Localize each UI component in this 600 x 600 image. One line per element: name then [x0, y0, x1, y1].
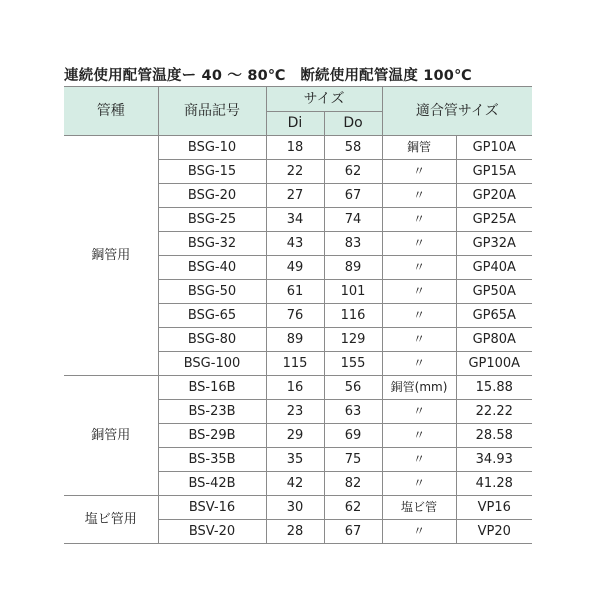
pipe-size-cell: GP50A — [456, 280, 532, 304]
header-di: Di — [266, 112, 324, 136]
pipe-size-cell: VP20 — [456, 520, 532, 544]
code-cell: BSG-80 — [158, 328, 266, 352]
pipe-size-cell: GP40A — [456, 256, 532, 280]
pipe-size-cell: GP25A — [456, 208, 532, 232]
di-cell: 18 — [266, 136, 324, 160]
table-row — [64, 136, 532, 160]
header-kind: 管種 — [64, 87, 158, 136]
material-cell: 〃 — [382, 256, 456, 280]
di-cell: 61 — [266, 280, 324, 304]
code-cell: BS-23B — [158, 400, 266, 424]
code-cell: BSG-20 — [158, 184, 266, 208]
code-cell: BSG-65 — [158, 304, 266, 328]
do-cell: 67 — [324, 520, 382, 544]
spec-table — [64, 86, 532, 544]
code-cell: BS-42B — [158, 472, 266, 496]
pipe-size-cell: VP16 — [456, 496, 532, 520]
pipe-size-cell: 22.22 — [456, 400, 532, 424]
di-cell: 89 — [266, 328, 324, 352]
di-cell: 115 — [266, 352, 324, 376]
table-row — [64, 496, 532, 520]
table-row — [64, 376, 532, 400]
do-cell: 129 — [324, 328, 382, 352]
code-cell: BSG-32 — [158, 232, 266, 256]
code-cell: BSV-20 — [158, 520, 266, 544]
do-cell: 69 — [324, 424, 382, 448]
material-cell: 〃 — [382, 400, 456, 424]
pipe-size-cell: 34.93 — [456, 448, 532, 472]
do-cell: 75 — [324, 448, 382, 472]
do-cell: 62 — [324, 496, 382, 520]
code-cell: BS-16B — [158, 376, 266, 400]
code-cell: BSG-100 — [158, 352, 266, 376]
di-cell: 43 — [266, 232, 324, 256]
material-cell: 塩ビ管 — [382, 496, 456, 520]
material-cell: 〃 — [382, 160, 456, 184]
do-cell: 67 — [324, 184, 382, 208]
material-cell: 〃 — [382, 232, 456, 256]
pipe-size-cell: GP65A — [456, 304, 532, 328]
code-cell: BSG-40 — [158, 256, 266, 280]
di-cell: 49 — [266, 256, 324, 280]
code-cell: BS-29B — [158, 424, 266, 448]
di-cell: 42 — [266, 472, 324, 496]
material-cell: 〃 — [382, 448, 456, 472]
do-cell: 83 — [324, 232, 382, 256]
code-cell: BSG-15 — [158, 160, 266, 184]
code-cell: BSG-50 — [158, 280, 266, 304]
group-label: 塩ビ管用 — [64, 496, 158, 544]
di-cell: 23 — [266, 400, 324, 424]
di-cell: 28 — [266, 520, 324, 544]
material-cell: 〃 — [382, 304, 456, 328]
pipe-size-cell: GP32A — [456, 232, 532, 256]
do-cell: 101 — [324, 280, 382, 304]
do-cell: 89 — [324, 256, 382, 280]
pipe-size-cell: 41.28 — [456, 472, 532, 496]
header-size: サイズ — [266, 87, 382, 112]
pipe-size-cell: GP20A — [456, 184, 532, 208]
header-code: 商品記号 — [158, 87, 266, 136]
group-label: 鋼管用 — [64, 136, 158, 376]
material-cell: 銅管(mm) — [382, 376, 456, 400]
pipe-size-cell: GP15A — [456, 160, 532, 184]
material-cell: 〃 — [382, 208, 456, 232]
di-cell: 76 — [266, 304, 324, 328]
do-cell: 56 — [324, 376, 382, 400]
do-cell: 62 — [324, 160, 382, 184]
code-cell: BSG-10 — [158, 136, 266, 160]
do-cell: 82 — [324, 472, 382, 496]
di-cell: 29 — [266, 424, 324, 448]
do-cell: 155 — [324, 352, 382, 376]
code-cell: BS-35B — [158, 448, 266, 472]
di-cell: 34 — [266, 208, 324, 232]
material-cell: 〃 — [382, 520, 456, 544]
material-cell: 鋼管 — [382, 136, 456, 160]
material-cell: 〃 — [382, 328, 456, 352]
pipe-size-cell: GP10A — [456, 136, 532, 160]
table-header — [64, 87, 532, 136]
do-cell: 58 — [324, 136, 382, 160]
table-body — [64, 136, 532, 544]
pipe-size-cell: 28.58 — [456, 424, 532, 448]
pipe-size-cell: GP80A — [456, 328, 532, 352]
di-cell: 30 — [266, 496, 324, 520]
di-cell: 22 — [266, 160, 324, 184]
do-cell: 63 — [324, 400, 382, 424]
di-cell: 35 — [266, 448, 324, 472]
material-cell: 〃 — [382, 184, 456, 208]
header-pipe-size: 適合管サイズ — [382, 87, 532, 136]
header-do: Do — [324, 112, 382, 136]
material-cell: 〃 — [382, 424, 456, 448]
material-cell: 〃 — [382, 472, 456, 496]
group-label: 銅管用 — [64, 376, 158, 496]
do-cell: 74 — [324, 208, 382, 232]
code-cell: BSV-16 — [158, 496, 266, 520]
di-cell: 27 — [266, 184, 324, 208]
di-cell: 16 — [266, 376, 324, 400]
material-cell: 〃 — [382, 352, 456, 376]
do-cell: 116 — [324, 304, 382, 328]
code-cell: BSG-25 — [158, 208, 266, 232]
page-title: 連続使用配管温度ー 40 ～ 80℃ 断続使用配管温度 100℃ — [64, 68, 472, 84]
pipe-size-cell: 15.88 — [456, 376, 532, 400]
pipe-size-cell: GP100A — [456, 352, 532, 376]
material-cell: 〃 — [382, 280, 456, 304]
